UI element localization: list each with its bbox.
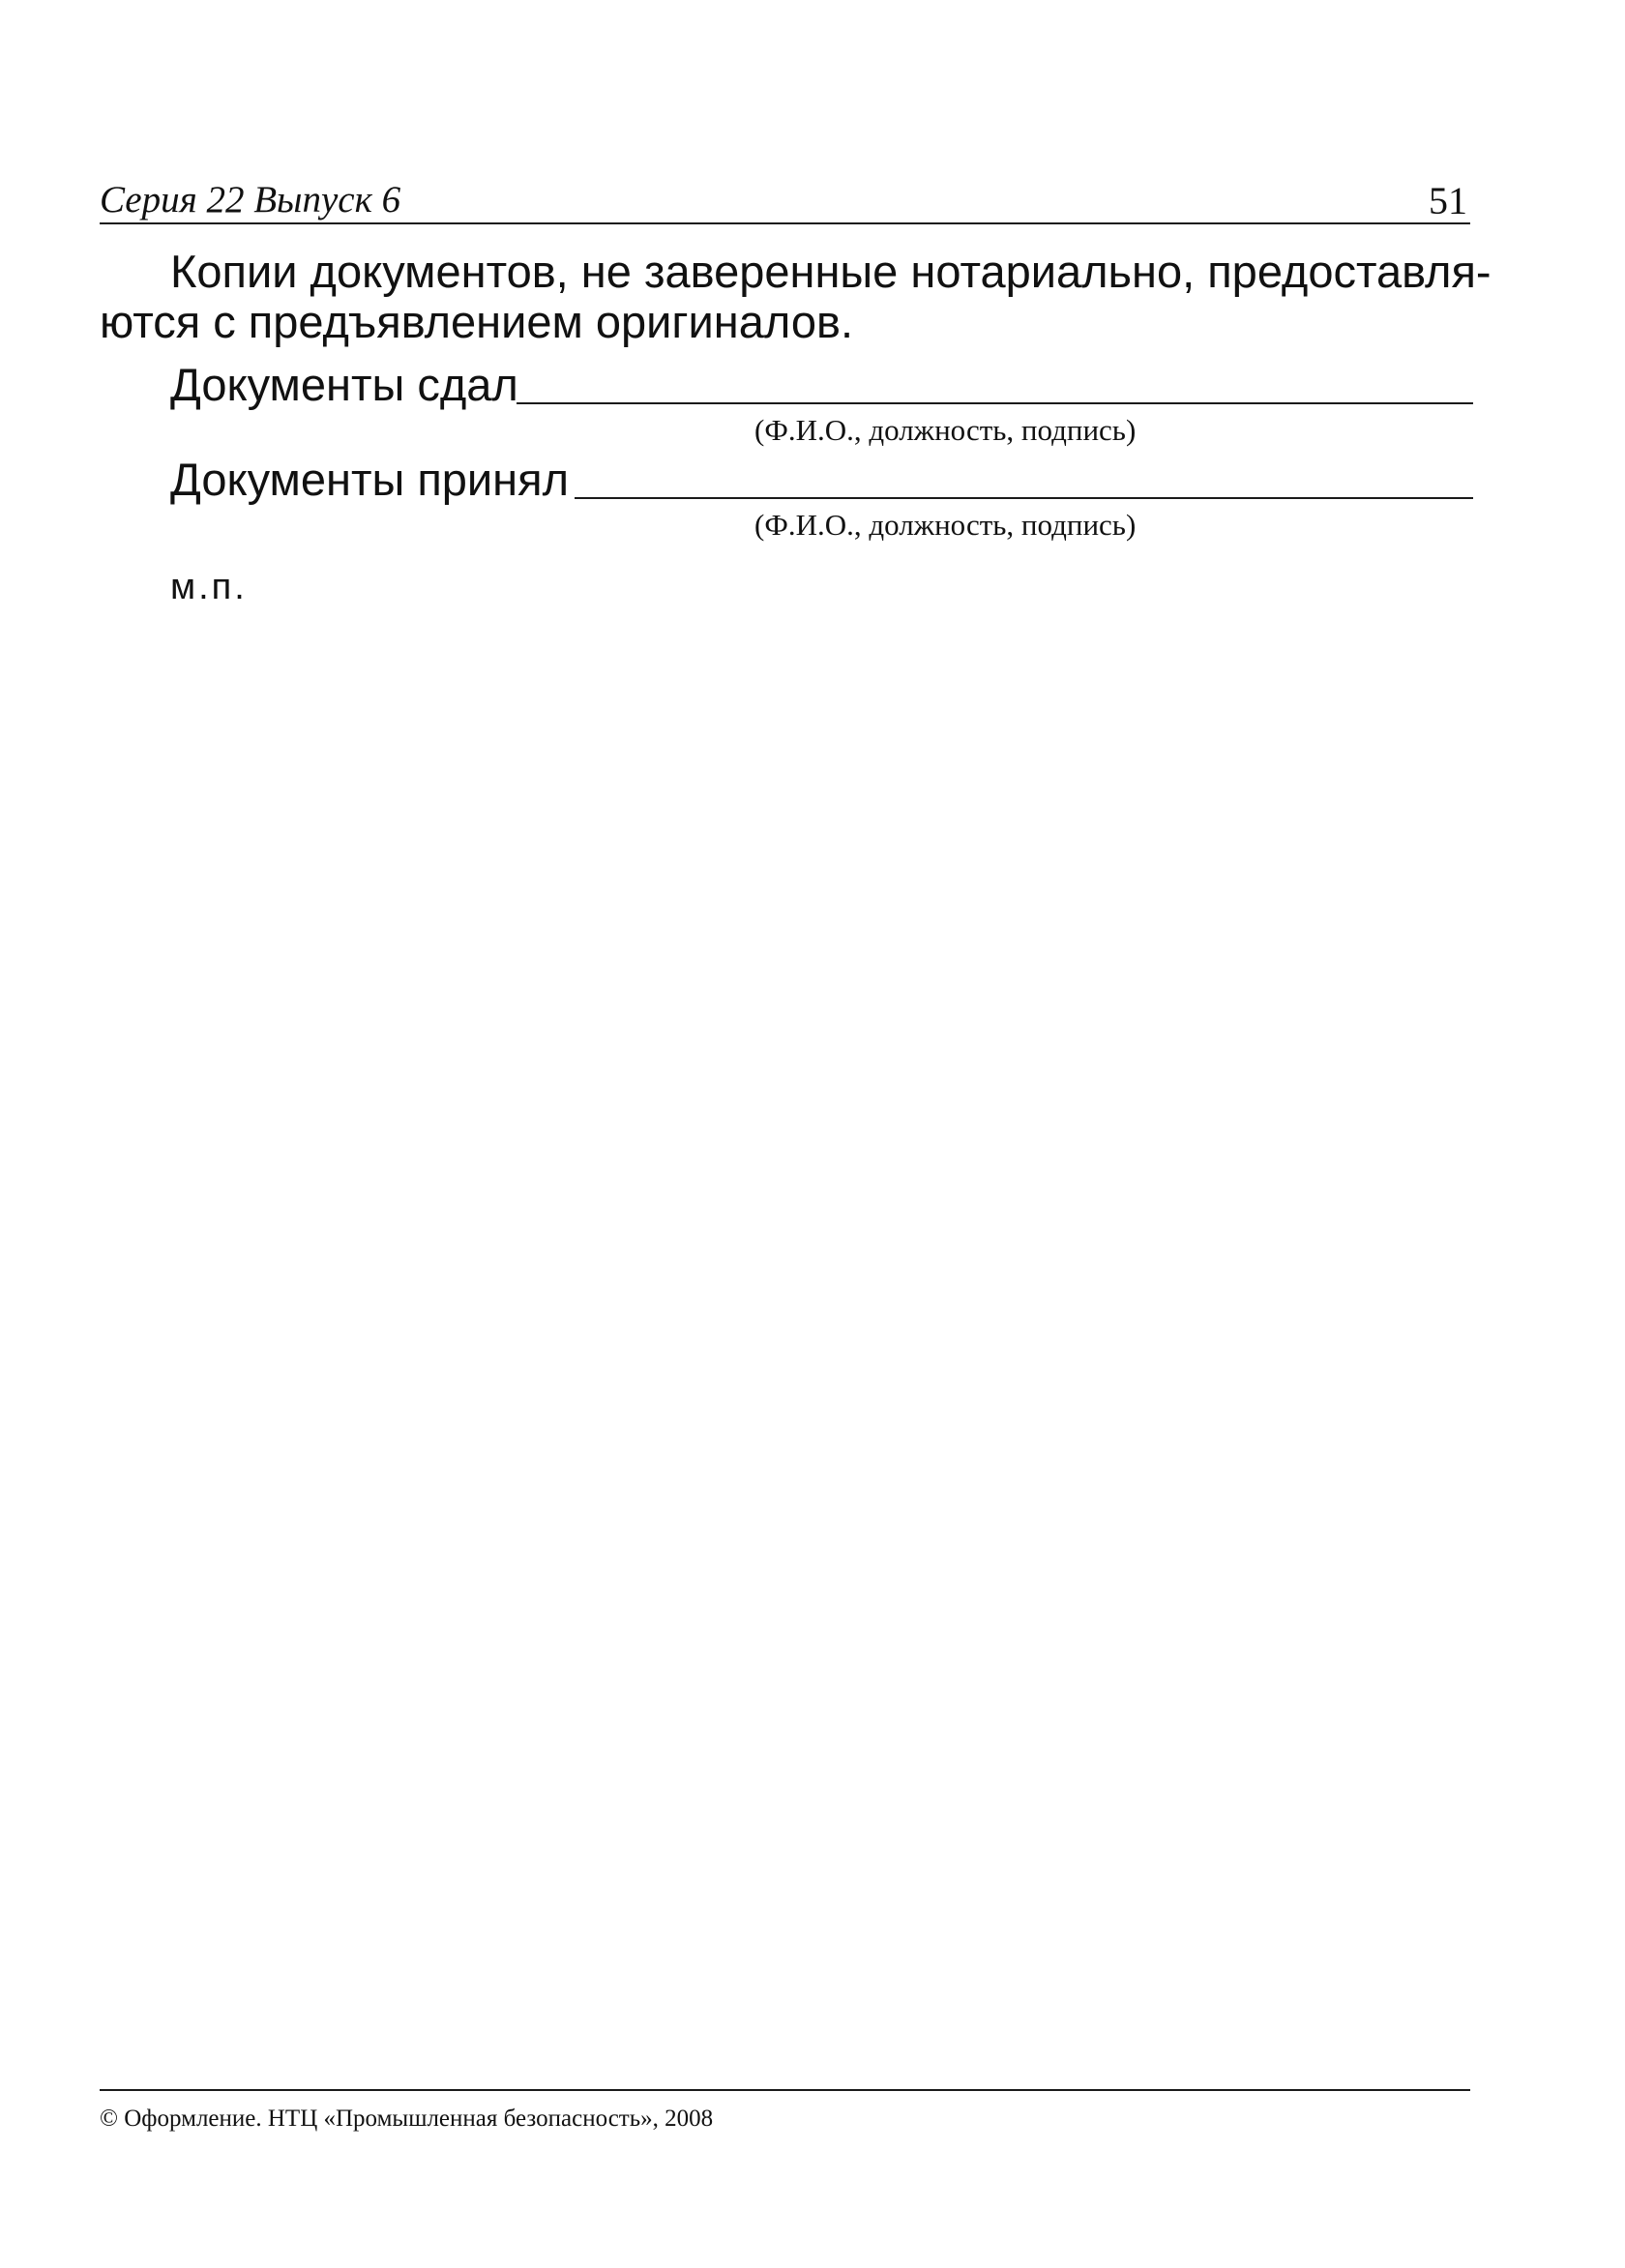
page-number: 51 bbox=[1429, 179, 1467, 222]
paragraph-line: Копии документов, не заверенные нотариально, предоставля- bbox=[170, 246, 1492, 297]
received-caption: (Ф.И.О., должность, подпись) bbox=[754, 508, 1137, 542]
footer-copyright: © Оформление. НТЦ «Промышленная безопасность», 2008 bbox=[100, 2106, 714, 2132]
footer-divider bbox=[100, 2089, 1470, 2091]
handed-over-label: Документы сдал bbox=[170, 359, 518, 410]
handed-over-caption: (Ф.И.О., должность, подпись) bbox=[754, 413, 1137, 447]
body-paragraph bbox=[100, 246, 1492, 347]
handed-over-row bbox=[170, 360, 1473, 410]
running-header bbox=[100, 174, 1470, 224]
handed-over-signature-line[interactable] bbox=[517, 402, 1473, 404]
seal-place-label: м.п. bbox=[170, 567, 248, 607]
received-row bbox=[170, 455, 1473, 505]
paragraph-line: ются с предъявлением оригиналов. bbox=[100, 296, 854, 347]
received-signature-line[interactable] bbox=[575, 497, 1473, 499]
series-title: Серия 22 Выпуск 6 bbox=[100, 179, 401, 221]
received-label: Документы принял bbox=[170, 454, 570, 505]
